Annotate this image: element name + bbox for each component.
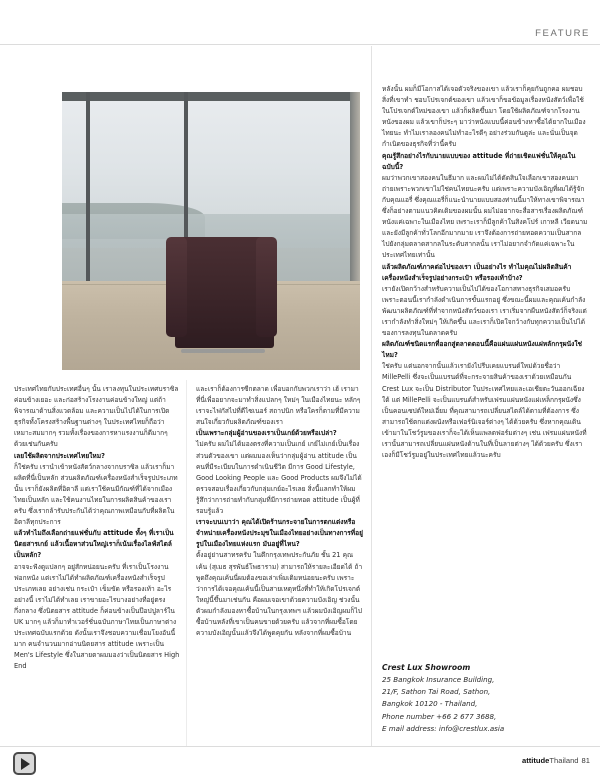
footer-divider: [0, 746, 600, 747]
body-paragraph: ไม่ครับ ผมไม่ได้มองตรงที่ความเป็นเกย์ เกย์ไม่เกย์เป็นเรื่องส่วนตัวของเขา แต่ผมมองเห็นว่ากลุ่มผู้อ่าน attitude เป็นคนที่มีระเบียบในการดำเนินชีวิต มีการ Good Lifestyle, Good Looking People และ Good Products ผมจึงไม่ได้ตรวจสอบเรื่องเกี่ยวกับกลุ่มเกย์อะไรเลย สิ่งนี้แลกทำให้ผมรู้สึกว่าการถ่ายทำกับกลุ่มที่มีการถ่ายทอด attitude เป็นผู้ที่รอบรู้แล้ว: [196, 440, 362, 516]
question-heading: แล้วทำไมถึงเลือกถ่ายแฟชั่นกับ attitude ทั้งๆ ที่เราเป็นนิตยสารเกย์ แล้วเนื้อหาส่วนใหญ่เราก็เน้นเรื่องไลฟ์สไตล์เป็นหลัก?: [14, 529, 174, 560]
photo-armchair-arm-right: [256, 237, 277, 337]
header-divider: [0, 44, 600, 45]
photo-window-mullion-left: [86, 92, 90, 281]
page-number: 81: [581, 756, 590, 765]
showroom-address-line: Bangkok 10120 - Thailand,: [382, 699, 478, 709]
play-icon: [21, 758, 30, 770]
question-heading: แล้วผลิตภัณฑ์ภาคต่อไปของเรา เป็นอย่างไร ทำไมคุณไม่ผลิตสินค้าเครื่องหนังสำเร็จรูปอย่างกระเป๋า หรือรองเท้าบ้าง?: [382, 262, 572, 282]
body-paragraph: ประเทศไทยกับประเทศอื่นๆ นั้น เราลงทุนในประเทศบราซิลค่อนข้างเยอะ และก่อสร้างโรงงานค่อนข้างใหญ่ แต่ถ้าพิจารณาด้านสิ่งแวดล้อม และความเป็นไปได้ในการเปิดธุรกิจทั้งโครงสร้างพื้นฐานต่างๆ ในประเทศไทยก็ถือว่าเหมาะสมมากๆ รวมทั้งเรื่องของการหาแรงงานก็ดีมากๆ ด้วยเช่นกันครับ: [14, 385, 179, 449]
body-paragraph: เรายังเปิดกว้างสำหรับความเป็นไปได้ของโอกาสทางธุรกิจเสมอครับ เพราะตอนนี้เรากำลังดำเนินการขั้นแรกอยู่ ซึ่งขณะนี้ผมและคุณเค้นกำลังพัฒนาผลิตภัณฑ์ที่ทำจากหนังสัตว์ของเรา เราเริ่มจากผืนหนังสัตว์ก็จริงแต่เรากำลังทำสิ่งใหม่ๆ ให้เกิดขึ้น และเราก็เปิดใจกว้างกับทุกความเป็นไปได้ของการลงทุนในตลาดครับ: [382, 284, 587, 338]
showroom-name: Crest Lux Showroom: [382, 663, 471, 672]
photo-window-beam: [62, 92, 360, 101]
photo-armchair-base: [181, 349, 264, 353]
question-heading: เราจะบนเบาว่า คุณได้เปิดร้านกระจายในการตกแต่งหรือจำหน่ายเครื่องหนังประมุขในเมืองไทยอย่างเป็นทางการที่อยู่รูปในเมืองไทยแห่งแรก มันอยู่ที่ไหน?: [196, 518, 363, 549]
text-column-right: [382, 84, 588, 461]
body-paragraph: ใช่ครับ แต่นอกจากนั้นแล้วเรายังไปรีบเคยแบรนด์ใหม่ด้วยชื่อว่า MillePelli ซึ่งจะเป็นแบรนด์ที่จะกระจายสินค้าของเราด้วยเหมือนกัน Crest Lux จะเป็น Distributor ในประเทศไทยและเอเชียตะวันออกเฉียงใต้ แต่ MillePelli จะเป็นแบรนด์สำหรับเฟรมแผ่นหนังแผ่เหล็กกรุผนังซึ่งเป็นคอนเซปต์ใหม่เอี่ยม ที่คุณสามารถเปลี่ยนสไตล์ได้ตามที่ต้องการ ซึ่งสามารถใช้ตกแต่งผนังหรือเฟอร์นิเจอร์ต่างๆ ได้ด้วยครับ ซึ่งหากคุณเดินเข้ามาในโชว์รูมของเราก็จะได้เห็นแพลตฟอร์มต่างๆ เช่น เฟรมแผ่นหนังที่เรานั้นสามารถเปลี่ยนแผ่นหนังด้านในที่เป็นลายต่างๆ ได้ด้วยครับ ซึ่งเราเองก็มีโชว์รูมอยู่ในประเทศไทยแล้วนะครับ: [382, 362, 587, 460]
showroom-address-line: 21/F, Sathon Tai Road, Sathon,: [382, 687, 491, 697]
showroom-contact-block: [382, 662, 588, 735]
column-divider-middle: [186, 380, 187, 746]
page-header: [0, 28, 600, 46]
photo-armchair-arm-left: [166, 237, 187, 337]
body-paragraph: ก็ใช่ครับ เรานำเข้าหนังสัตว์กลางจากบราซิล แล้วเราก็มาผลิตที่นี่เป็นหลัก ส่วนผลิตภัณฑ์เครื่องหนังสำเร็จรูปประเภทนั้น เราก็ยังผลิตที่อิตาลี แต่เราใช้คนมีกัณฑ์ที่ได้จากเมืองไทยเป็นหลัก และใช้คนงานไทยในการผลิตสินค้าของเราครับ ซึ่งเรากล้ารับประกันได้ว่าคุณภาพเหมือนกับที่ผลิตในอิตาลีทุกประการ: [14, 462, 178, 527]
showroom-email: E mail address: info@crestlux.asia: [382, 723, 505, 733]
footer-brand-name: attitude: [521, 756, 550, 765]
footer-brand: [522, 756, 590, 765]
question-heading: คุณรู้สึกอย่างไรกับนายแบบของ attitude ที่ถ่ายเชิดแฟชั่นให้คุณในฉบับนี้?: [382, 151, 576, 171]
showroom-phone: Phone number +66 2 677 3688,: [382, 711, 497, 721]
body-paragraph: อาจจะฟังดูแปลกๆ อยู่สักหน่อยนะครับ ที่เราเป็นโรงงานฟอกหนัง แต่เราไม่ได้ทำผลิตภัณฑ์เครื่องหนังสำเร็จรูปประเภทเลย อย่างเช่น กระเป๋า เข็มขัด หรือรองเท้า อะไรอย่างนี้ เราไม่ได้ทำเลย เราขายอะไรบางอย่างที่อยู่ตรงกึ่งกลาง ซึ่งนิตยสาร attitude ก็ค่อนข้างเป็นป๊อปปูลาร์ใน UK มากๆ แล้วก็มาทำเวอร์ชั่นฉบับภาษาไทยเป็นภาษาต่างประเทศฉบับแรกด้วย ดังนั้นเราจึงชอบความเชื่อมโยงอันนี้มาก คนจำนวนมากอ่านนิตยสาร attitude เพราะเป็น Men's Lifestyle ซึ่งในสายตาผมมองว่าเป็นนิตยสาร High End: [14, 562, 180, 671]
column-divider-right: [371, 46, 372, 746]
text-column-left: [14, 384, 181, 672]
question-heading: ผลิตภัณฑ์ชนิดแรกที่ออกสู่ตลาดตอนนี้คือแผ่นแผ่นหนังแผ่หลักกรุผนังใช่ไหม?: [382, 340, 583, 360]
body-paragraph: ตั้งอยู่ย่านสาทรครับ ในตึกกรุงเทพประกันภัย ชั้น 21 คุณเค้น (สุเมธ สุรพันธ์โพธาราม) สามารถให้รายละเอียดได้ ถ้าพูดถึงคุณเค้นนี่ผมต้องขอเล่าเพิ่มเติมหน่อยนะครับ เพราะว่าการได้เจอคุณเค้นนี้เป็นสายเหตุหนึ่งที่ทำให้เกิดโปรเจกต์ใหญ่นี้ขึ้นมาเช่นกัน คือผมเจอเขาด้วยความบังเอิญ ช่วงนั้นตัวผมกำลังมองหาซื้อบ้านในกรุงเทพฯ แล้วผมบังเอิญผมก็ไปซื้อบ้านหลังที่เขาเป็นคนขายด้วยครับ แล้วจากที่ผมซื้อโดยความบังเอิญนั้นแล้วจึงได้พูดคุยกัน หลังจากที่ผมซื้อบ้าน: [196, 551, 363, 638]
body-paragraph: หลังนั้น ผมก็มีโอกาสได้เจอตัวจริงของเขา แล้วเราก็คุยกันถูกคอ ผมชอบสิ่งที่เขาทำ ชอบโปรเจกต์ของเขา แล้วเขาก็ขอข้อมูลเรื่องหนังสัตว์เพื่อใช้ในโปรเจกต์ใหม่ของเขา แล้วก็ผลิตขึ้นมา โดยใช้ผลิตภัณฑ์จากโรงงานหนังของผม แล้วเขาก็ประๆ มาว่าหนังแบบนี้ค่อนข้างหาซื้อได้ยากในเมืองไทยนะ ทำไมเราลองคนไม่ทำอะไรดีๆ อย่างร่วมกันดูล่ะ และนั่นเป็นจุดกำเนิดของธุรกิจที่ว่านี้ครับ: [382, 85, 586, 149]
text-column-middle: [196, 384, 363, 639]
footer-brand-region: Thailand: [549, 756, 579, 765]
question-heading: เป็นเพราะกลุ่มผู้อ่านของเราเป็นเกย์ด้วยหรือเปล่า?: [196, 429, 337, 438]
section-label: FEATURE: [535, 28, 590, 39]
question-heading: เลยใช้ผลิตจากประเทศไทยใหม?: [14, 451, 105, 460]
showroom-address-line: 25 Bangkok Insurance Building,: [382, 675, 495, 684]
photo-window-frame-right: [350, 92, 360, 281]
play-button[interactable]: [13, 752, 36, 775]
body-paragraph: ผมว่าพวกเขาสองคนในธีมาก และผมไม่ได้ตัดสินใจเลือกเขาสองคนมาถ่ายเพราะพวกเขาไม่ใช่คนไทยนะครับ แต่เพราะความบังเอิญที่ผมได้รู้จักกับคุณแอรี่ ซึ่งคุณแอรี่ก็แนะนำนายแบบสองท่านนี้มาให้ทางเขาพิจารณา ซึ่งก็อย่างตามแนวคิดเดิมของผมนั้น ผมไม่อยากจะสื่อสารเรื่องผลิตภัณฑ์หนังแค่เฉพาะในเมืองไทย เพราะเราก็มีลูกค้าในสิงคโปร์ เกาหลี เวียดนาม และยังมีลูกค้าทั่วโลกอีกมากมาย เราจึงต้องการถ่ายทอดความเป็นสากลไปยังกลุ่มตลาดสากลในระดับสากลนั้น เราไม่อยากจำกัดแค่เฉพาะในประเทศไทยเท่านั้น: [382, 173, 588, 260]
feature-photo: [62, 92, 360, 370]
body-paragraph: และเราก็ต้องการซีกตลาด เพื่อบอกกับพวกเราว่า เฮ้ เรามาที่นี่เพื่ออยากจะมาทำสิ่งแปลกๆ ใหม่ๆ ในเมืองไทยนะ หลักๆ เราจะไฟกัสไปที่ดีไซเนอร์ สถาปนิก หรือใครก็ตามที่มีความสนใจเกี่ยวกับผลิตภัณฑ์ของเรา: [196, 385, 361, 427]
